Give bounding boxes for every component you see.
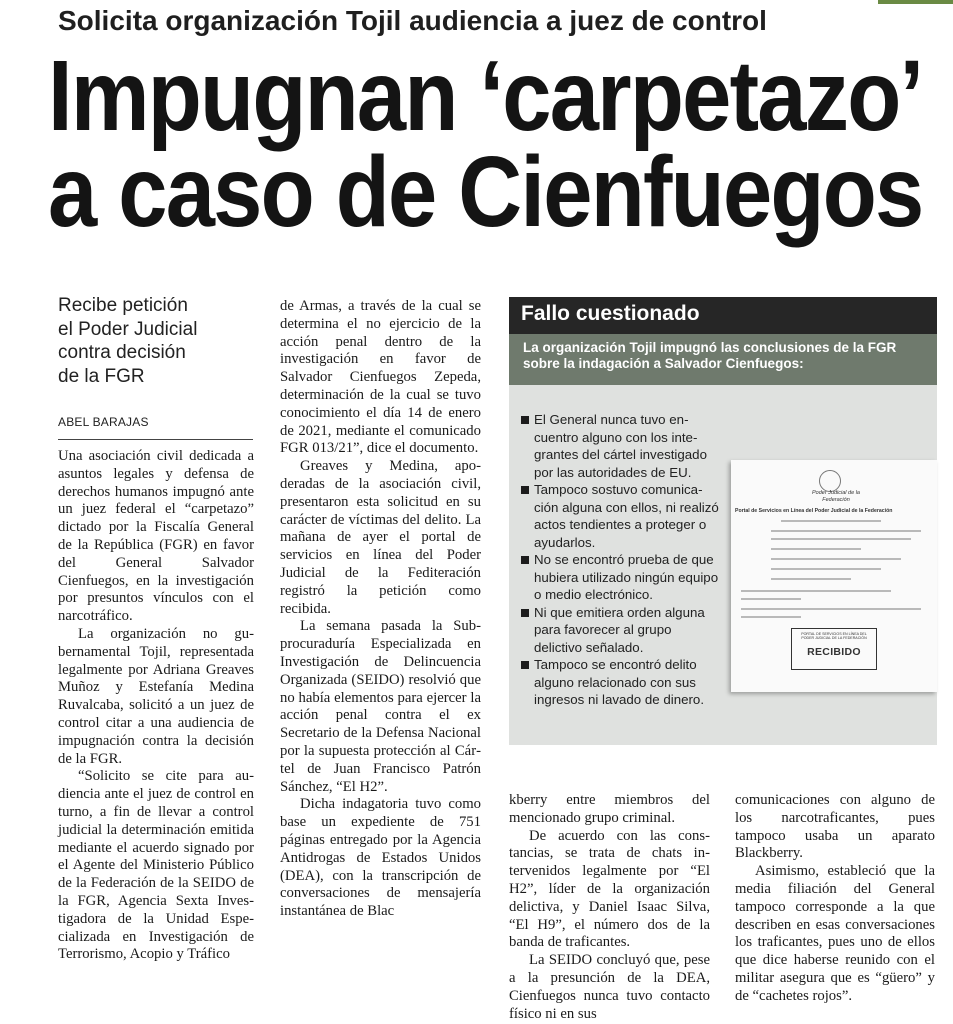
paragraph: de Armas, a través de la cual se determina el no ejercicio de la acción penal dentro de la investigación en favor de Salvador Cienfuegos Zepeda, determinación de la cual se tuvo conocimiento el día 14 de enero de 2021, mediante el comunicado FGR 013/21”, dice el documento. — [280, 298, 481, 457]
sidebar-list — [521, 411, 721, 709]
document-text-line — [741, 608, 921, 610]
headline-line-1: Impugnan ‘carpetazo’ — [48, 40, 923, 152]
document-text-line — [771, 548, 861, 550]
document-text-line — [781, 520, 881, 522]
document-org: Poder Judicial de la Federación — [811, 490, 860, 503]
list-item-text: Tampoco se encontró delito alguno relacionado con sus ingresos ni lavado de dinero. — [534, 657, 705, 707]
deck-line: Recibe petición — [58, 295, 188, 316]
deck-line: el Poder Judicial — [58, 318, 198, 340]
document-text-line — [771, 578, 851, 580]
document-text-line — [771, 538, 911, 540]
document-text-line — [741, 598, 801, 600]
seal-icon — [819, 470, 841, 492]
list-item-text: El General nunca tuvo encuentro alguno con los integrantes del cártel investigado por las autoridades de EU. — [534, 412, 707, 480]
paragraph: De acuerdo con las constancias, se trata de chats intervenidos legalmente por “El H2”, líder de la organización delictiva, y Daniel Isaac Silva, “El H9”, el número dos de la banda de traficantes. — [509, 827, 710, 951]
receipt-document-image — [731, 460, 937, 692]
bullet-square-icon — [521, 556, 529, 564]
bullet-square-icon — [521, 416, 529, 424]
paragraph: “Solicito se cite para audiencia ante el juez de control en turno, a fin de llevar a control judicial la determinación emitida mediante el acuerdo signado por el Agente del Ministerio Público de la Federación de la SEIDO de la FGR, Agencia Sexta Investigadora de la Unidad Especializada en Investigación de Terrorismo, Acopio y Tráfico — [58, 768, 254, 963]
paragraph: kberry entre miembros del mencionado grupo criminal. — [509, 792, 710, 826]
article-column-4 — [735, 792, 935, 1006]
list-item — [521, 481, 721, 551]
article-column-1 — [58, 448, 254, 964]
paragraph: comunicaciones con alguno de los narcotraficantes, pues tampoco usaba un aparato Blackberry. — [735, 792, 935, 862]
list-item — [521, 551, 721, 604]
paragraph: La organización no gubernamental Tojil, representada legalmente por Adriana Greaves Muñoz y Estefanía Medina Ruvalcaba, solicitó a un juez de control citar a una audiencia de impugnación contra la decisión de la FGR. — [58, 625, 254, 767]
paragraph: Dicha indagatoria tuvo como base un expediente de 751 páginas entregado por la Agencia Antidrogas de Estados Unidos (DEA), con la transcripción de conversaciones de mensajería instantánea de Blac — [280, 796, 481, 920]
accent-bar — [878, 0, 953, 4]
kicker: Solicita organización Tojil audiencia a juez de control — [58, 5, 767, 36]
paragraph: Una asociación civil dedicada a asuntos legales y defensa de derechos humanos impugnó ante un juez federal el “carpetazo” dictado por la Fiscalía General de la República (FGR) en favor del General Salvador Cienfuegos, en la investigación por presuntos vínculos con el narcotráfico. — [58, 448, 254, 625]
paragraph: Greaves y Medina, apoderadas de la asociación civil, presentaron esta solicitud en su carácter de víctimas del delito. La mañana de ayer el portal de servicios en línea del Poder Judicial de la Fediteración registró la petición como recibida. — [280, 458, 481, 617]
list-item-text: No se encontró prueba de que hubiera utilizado ningún equipo o medio electrónico. — [534, 552, 719, 602]
deck-line: contra decisión — [58, 342, 186, 363]
document-title: Portal de Servicios en Línea del Poder Judicial de la Federación — [735, 508, 893, 514]
bullet-square-icon — [521, 661, 529, 669]
byline: ABEL BARAJAS — [58, 415, 253, 440]
article-column-3 — [509, 792, 710, 1023]
sidebar-box — [509, 297, 937, 745]
sidebar-title: Fallo cuestionado — [521, 302, 700, 325]
document-text-line — [771, 530, 921, 532]
headline — [48, 40, 923, 248]
received-stamp — [791, 628, 877, 670]
bullet-square-icon — [521, 609, 529, 617]
document-text-line — [741, 616, 801, 618]
sidebar-subtitle: La organización Tojil impugnó las conclusiones de la FGR sobre la indagación a Salvador Cienfuegos: — [523, 340, 897, 371]
article-column-2 — [280, 298, 481, 921]
stamp-text: PORTAL DE SERVICIOS EN LÍNEA DEL PODER JUDICIAL DE LA FEDERACIÓN — [801, 632, 867, 641]
document-text-line — [771, 568, 881, 570]
paragraph: Asimismo, estableció que la media filiación del General tampoco corresponde a la que describen en esas conversaciones los traficantes, pues uno de ellos que dice haberse reunido con el militar asegura que es “güero” y de “cachetes rojos”. — [735, 863, 935, 1004]
deck-line: de la FGR — [58, 365, 145, 387]
paragraph: La semana pasada la Subprocuraduría Especializada en Investigación de Delincuencia Organizada (SEIDO) resolvió que no había elementos para ejercer la acción penal contra el ex Secretario de la Defensa Nacional por la supuesta protección al Cártel de Juan Francisco Patrón Sánchez, “El H2”. — [280, 618, 481, 795]
headline-line-2: a caso de Cienfuegos — [48, 136, 923, 248]
sidebar-panel — [509, 385, 937, 745]
list-item-text: Ni que emitiera orden alguna para favorecer al grupo delictivo señalado. — [534, 604, 705, 655]
sidebar-header — [509, 297, 937, 334]
document-text-line — [741, 590, 891, 592]
paragraph: La SEIDO concluyó que, pese a la presunción de la DEA, Cienfuegos nunca tuvo contacto físico ni en sus — [509, 952, 710, 1022]
list-item-text: Tampoco sostuvo comunicación alguna con ellos, ni realizó actos tendientes a proteger o ayudarlos. — [534, 482, 719, 550]
bullet-square-icon — [521, 486, 529, 494]
deck — [58, 294, 258, 388]
stamp-label: RECIBIDO — [807, 646, 861, 658]
list-item — [521, 411, 721, 481]
list-item — [521, 604, 721, 657]
document-text-line — [771, 558, 901, 560]
list-item — [521, 656, 721, 709]
